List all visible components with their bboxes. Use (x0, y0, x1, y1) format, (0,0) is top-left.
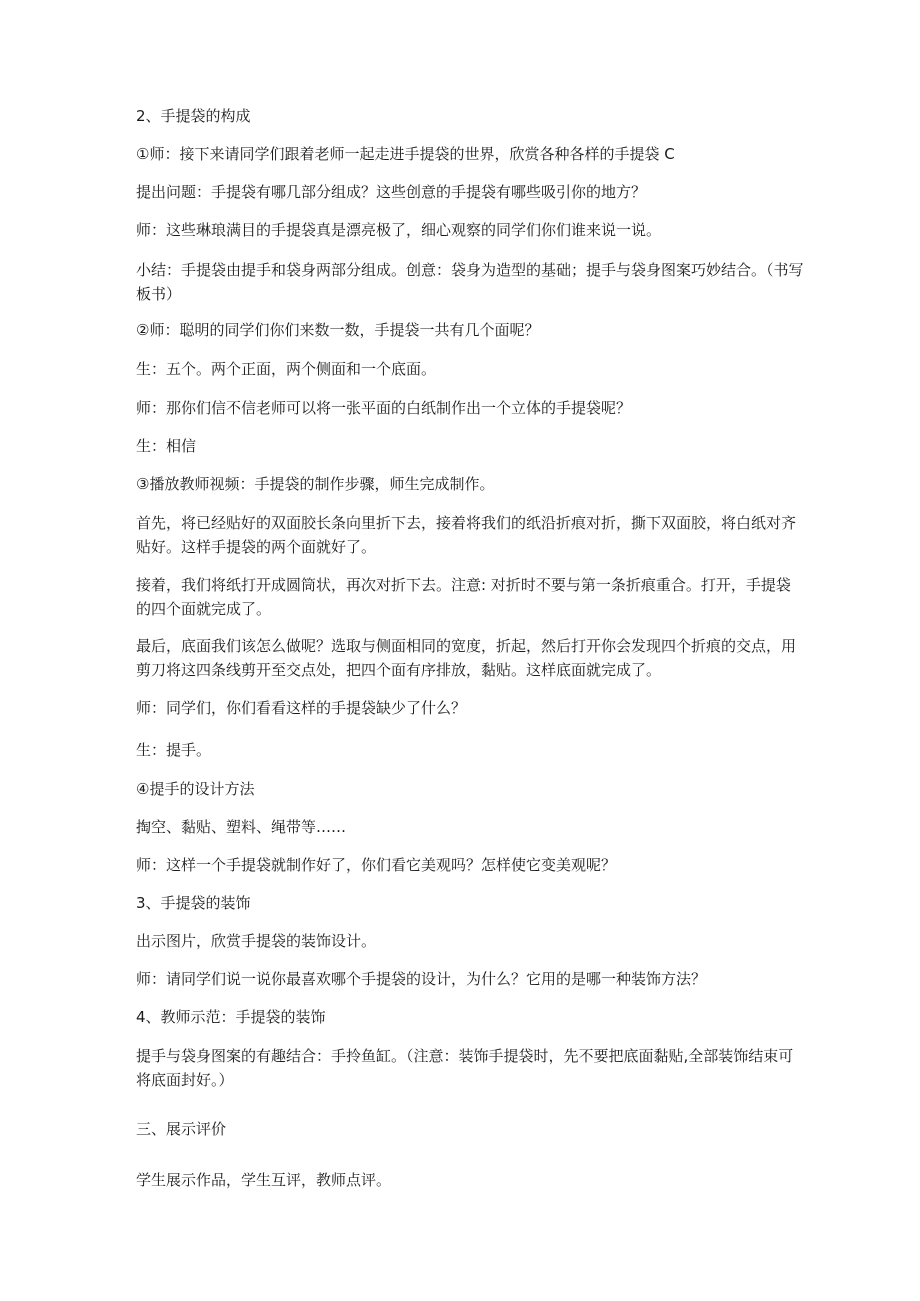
paragraph: 掏空、黏贴、塑料、绳带等…… (136, 818, 347, 836)
section-heading-bag-structure: 2、手提袋的构成 (136, 107, 251, 125)
paragraph: 师：这样一个手提袋就制作好了，你们看它美观吗？怎样使它变美观呢？ (136, 856, 617, 874)
section-heading-bag-decoration: 3、手提袋的装饰 (136, 894, 251, 912)
paragraph: 生：相信 (136, 437, 197, 455)
paragraph: 提出问题：手提袋有哪几部分组成？这些创意的手提袋有哪些吸引你的地方？ (136, 183, 647, 201)
section-heading-teacher-demo: 4、教师示范：手提袋的装饰 (136, 1008, 326, 1026)
paragraph: 师：那你们信不信老师可以将一张平面的白纸制作出一个立体的手提袋呢？ (136, 399, 632, 417)
paragraph: 师：同学们，你们看看这样的手提袋缺少了什么？ (136, 699, 467, 717)
paragraph: 最后，底面我们该怎么做呢？选取与侧面相同的宽度，折起，然后打开你会发现四个折痕的交点，用剪刀将这四条线剪开至交点处，把四个面有序排放，黏贴。这样底面就完成了。 (136, 637, 797, 679)
paragraph: ③播放教师视频：手提袋的制作步骤，师生完成制作。 (136, 475, 495, 493)
paragraph: ②师：聪明的同学们你们来数一数，手提袋一共有几个面呢？ (136, 321, 540, 339)
paragraph: 师：这些琳琅满目的手提袋真是漂亮极了，细心观察的同学们你们谁来说一说。 (136, 221, 662, 239)
paragraph: ①师：接下来请同学们跟着老师一起走进手提袋的世界，欣赏各种各样的手提袋 C (136, 145, 675, 163)
section-heading-handle-design: ④提手的设计方法 (136, 780, 255, 798)
paragraph: 学生展示作品，学生互评，教师点评。 (136, 1171, 392, 1189)
paragraph: 师：请同学们说一说你最喜欢哪个手提袋的设计，为什么？它用的是哪一种装饰方法？ (136, 970, 707, 988)
paragraph: 接着，我们将纸打开成圆筒状，再次对折下去。注意: 对折时不要与第一条折痕重合。打开，手提袋的四个面就完成了。 (136, 576, 791, 618)
paragraph: 小结：手提袋由提手和袋身两部分组成。创意：袋身为造型的基础；提手与袋身图案巧妙结合。（书写板书） (136, 261, 804, 303)
paragraph: 生：提手。 (136, 741, 212, 759)
paragraph: 提手与袋身图案的有趣结合：手拎鱼缸。（注意：装饰手提袋时，先不要把底面黏贴,全部装饰结束可将底面封好。） (136, 1047, 794, 1089)
paragraph: 出示图片，欣赏手提袋的装饰设计。 (136, 932, 377, 950)
section-heading-showcase: 三、展示评价 (136, 1120, 227, 1138)
paragraph: 生：五个。两个正面，两个侧面和一个底面。 (136, 360, 437, 378)
paragraph: 首先，将已经贴好的双面胶长条向里折下去，接着将我们的纸沿折痕对折，撕下双面胶，将白纸对齐贴好。这样手提袋的两个面就好了。 (136, 514, 797, 556)
